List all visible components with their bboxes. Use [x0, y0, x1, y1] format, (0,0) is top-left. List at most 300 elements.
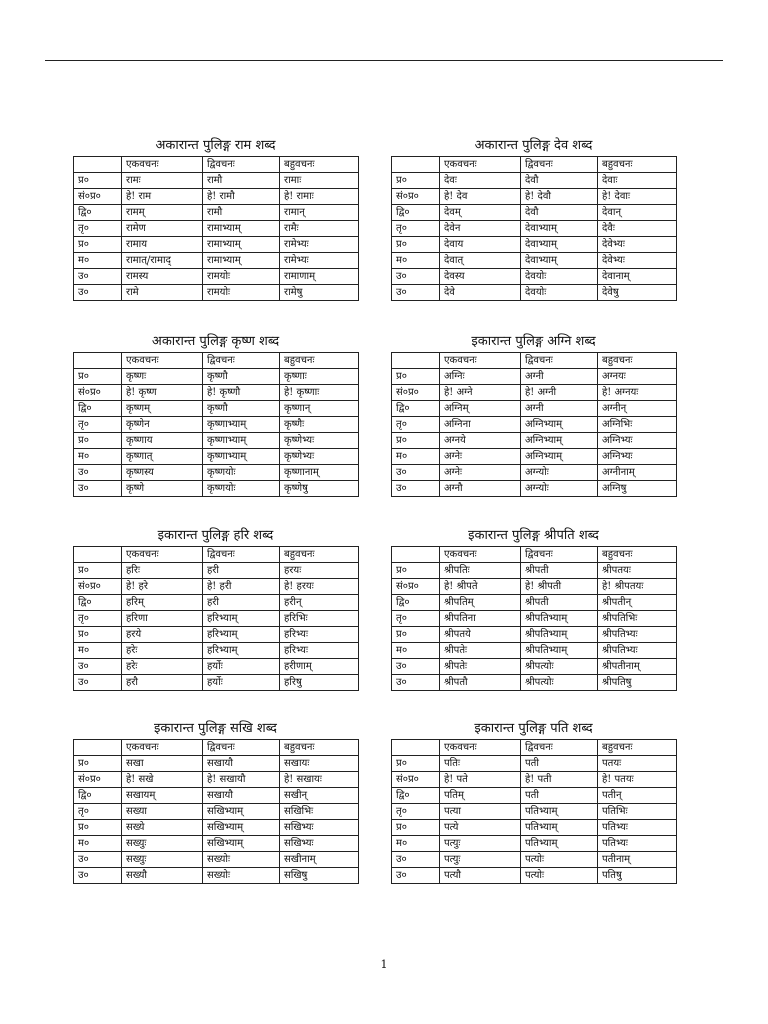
form-cell: सखिभ्याम्: [203, 836, 280, 852]
declension-title: अकारान्त पुलिङ्ग कृष्ण शब्द: [151, 334, 280, 349]
declension-block: [391, 721, 676, 884]
form-cell: हे! श्रीपतयः: [598, 579, 677, 595]
form-cell: श्रीपतीन्: [598, 595, 677, 611]
form-cell: देवम्: [440, 205, 521, 221]
table-row: [392, 595, 677, 611]
case-label: उ०: [392, 269, 440, 285]
form-cell: हरिषु: [280, 675, 359, 691]
form-cell: पतिभ्याम्: [521, 804, 598, 820]
form-cell: कृष्णस्य: [122, 465, 203, 481]
table-row: [392, 417, 677, 433]
form-cell: कृष्णयोः: [203, 481, 280, 497]
top-rule: [45, 60, 723, 61]
form-cell: हे! पते: [440, 772, 521, 788]
case-label: उ०: [392, 675, 440, 691]
form-cell: देवौ: [521, 173, 598, 189]
form-cell: कृष्णे: [122, 481, 203, 497]
form-cell: श्रीपतिम्: [440, 595, 521, 611]
form-cell: रामः: [122, 173, 203, 189]
case-label: उ०: [74, 481, 122, 497]
form-cell: पत्योः: [521, 868, 598, 884]
form-cell: कृष्णेभ्यः: [280, 433, 359, 449]
form-cell: पतिभ्याम्: [521, 836, 598, 852]
form-cell: हे! हरयः: [280, 579, 359, 595]
form-cell: देवानाम्: [598, 269, 677, 285]
form-cell: हरिभ्याम्: [203, 611, 280, 627]
case-label: द्वि०: [392, 401, 440, 417]
table-row: [74, 269, 359, 285]
case-label: प्र०: [74, 369, 122, 385]
header-row: [392, 157, 677, 173]
form-cell: हे! सखे: [122, 772, 203, 788]
form-cell: हे! देवौ: [521, 189, 598, 205]
declension-table: [391, 739, 677, 884]
form-cell: कृष्णेन: [122, 417, 203, 433]
case-label: उ०: [392, 659, 440, 675]
table-row: [392, 643, 677, 659]
case-label: प्र०: [392, 237, 440, 253]
table-row: [392, 385, 677, 401]
form-cell: श्रीपतेः: [440, 659, 521, 675]
form-cell: रामाः: [280, 173, 359, 189]
form-cell: श्रीपतौ: [440, 675, 521, 691]
table-row: [392, 449, 677, 465]
table-row: [74, 627, 359, 643]
case-label: उ०: [392, 285, 440, 301]
form-cell: पत्या: [440, 804, 521, 820]
page-number: 1: [380, 958, 388, 971]
table-row: [74, 659, 359, 675]
table-row: [74, 772, 359, 788]
form-cell: देवैः: [598, 221, 677, 237]
declension-table: [73, 739, 359, 884]
table-row: [392, 253, 677, 269]
case-label: प्र०: [392, 433, 440, 449]
form-cell: अग्निभिः: [598, 417, 677, 433]
form-cell: श्रीपतेः: [440, 643, 521, 659]
case-label: म०: [74, 449, 122, 465]
form-cell: देवेभ्यः: [598, 253, 677, 269]
form-cell: देवाभ्याम्: [521, 237, 598, 253]
column-header: [392, 547, 440, 563]
form-cell: श्रीपतयः: [598, 563, 677, 579]
case-label: द्वि०: [74, 595, 122, 611]
table-row: [74, 675, 359, 691]
column-header: द्विवचनः: [521, 353, 598, 369]
case-label: तृ०: [392, 804, 440, 820]
form-cell: पत्युः: [440, 852, 521, 868]
case-label: द्वि०: [392, 205, 440, 221]
case-label: उ०: [392, 465, 440, 481]
case-label: सं०प्र०: [392, 579, 440, 595]
form-cell: पत्यौ: [440, 868, 521, 884]
form-cell: हे! श्रीपती: [521, 579, 598, 595]
form-cell: श्रीपतिः: [440, 563, 521, 579]
table-row: [74, 481, 359, 497]
form-cell: रामौ: [203, 173, 280, 189]
column-header: एकवचनः: [122, 353, 203, 369]
form-cell: हर्योः: [203, 659, 280, 675]
form-cell: देवयोः: [521, 269, 598, 285]
form-cell: कृष्णौ: [203, 369, 280, 385]
form-cell: अग्नी: [521, 369, 598, 385]
form-cell: हरिम्: [122, 595, 203, 611]
form-cell: श्रीपती: [521, 563, 598, 579]
form-cell: पत्ये: [440, 820, 521, 836]
form-cell: श्रीपती: [521, 595, 598, 611]
table-row: [392, 611, 677, 627]
declension-table: [73, 546, 359, 691]
case-label: उ०: [392, 852, 440, 868]
case-label: म०: [74, 643, 122, 659]
case-label: म०: [392, 643, 440, 659]
case-label: प्र०: [74, 433, 122, 449]
table-row: [74, 643, 359, 659]
form-cell: हरिः: [122, 563, 203, 579]
case-label: म०: [74, 836, 122, 852]
table-row: [392, 820, 677, 836]
form-cell: हरेः: [122, 643, 203, 659]
case-label: तृ०: [74, 804, 122, 820]
header-row: [392, 547, 677, 563]
form-cell: अग्न्योः: [521, 481, 598, 497]
header-row: [392, 353, 677, 369]
case-label: सं०प्र०: [74, 772, 122, 788]
table-row: [392, 481, 677, 497]
form-cell: रामाभ्याम्: [203, 237, 280, 253]
form-cell: पती: [521, 788, 598, 804]
declension-table: [73, 352, 359, 497]
column-header: बहुवचनः: [598, 157, 677, 173]
column-header: एकवचनः: [122, 740, 203, 756]
form-cell: कृष्णाभ्याम्: [203, 449, 280, 465]
form-cell: सख्या: [122, 804, 203, 820]
form-cell: पती: [521, 756, 598, 772]
form-cell: पतिः: [440, 756, 521, 772]
form-cell: अग्निभ्याम्: [521, 449, 598, 465]
column-header: द्विवचनः: [521, 547, 598, 563]
table-row: [74, 417, 359, 433]
form-cell: श्रीपतिभ्याम्: [521, 627, 598, 643]
case-label: प्र०: [74, 756, 122, 772]
table-row: [392, 868, 677, 884]
form-cell: सख्युः: [122, 836, 203, 852]
table-row: [392, 836, 677, 852]
form-cell: अग्निम्: [440, 401, 521, 417]
form-cell: कृष्णौ: [203, 401, 280, 417]
column-header: एकवचनः: [440, 353, 521, 369]
form-cell: सखायौ: [203, 756, 280, 772]
declension-title: इकारान्त पुलिङ्ग हरि शब्द: [157, 528, 274, 543]
declension-table: [391, 546, 677, 691]
form-cell: हरेः: [122, 659, 203, 675]
table-row: [392, 465, 677, 481]
column-header: [392, 353, 440, 369]
table-row: [392, 433, 677, 449]
column-header: द्विवचनः: [521, 157, 598, 173]
form-cell: श्रीपतिभिः: [598, 611, 677, 627]
form-cell: हरिभिः: [280, 611, 359, 627]
form-cell: श्रीपतिभ्याम्: [521, 643, 598, 659]
form-cell: देवान्: [598, 205, 677, 221]
table-row: [392, 579, 677, 595]
column-header: बहुवचनः: [280, 353, 359, 369]
form-cell: हे! पती: [521, 772, 598, 788]
form-cell: कृष्णाभ्याम्: [203, 433, 280, 449]
table-row: [392, 221, 677, 237]
form-cell: हे! सखायः: [280, 772, 359, 788]
table-row: [392, 237, 677, 253]
table-row: [74, 237, 359, 253]
case-label: प्र०: [392, 369, 440, 385]
table-row: [74, 221, 359, 237]
form-cell: रामान्: [280, 205, 359, 221]
case-label: द्वि०: [392, 595, 440, 611]
form-cell: कृष्णेभ्यः: [280, 449, 359, 465]
form-cell: श्रीपतिभ्यः: [598, 643, 677, 659]
column-header: एकवचनः: [122, 547, 203, 563]
form-cell: कृष्णान्: [280, 401, 359, 417]
form-cell: हे! अग्नयः: [598, 385, 677, 401]
table-row: [74, 788, 359, 804]
form-cell: कृष्णैः: [280, 417, 359, 433]
column-header: [74, 740, 122, 756]
case-label: प्र०: [392, 563, 440, 579]
form-cell: कृष्णात्: [122, 449, 203, 465]
form-cell: अग्न्योः: [521, 465, 598, 481]
declension-block: [73, 528, 358, 691]
form-cell: देवेषु: [598, 285, 677, 301]
form-cell: कृष्णाः: [280, 369, 359, 385]
form-cell: देवे: [440, 285, 521, 301]
form-cell: सखिभ्यः: [280, 836, 359, 852]
column-header: बहुवचनः: [280, 547, 359, 563]
form-cell: हे! रामौ: [203, 189, 280, 205]
case-label: द्वि०: [74, 788, 122, 804]
table-row: [74, 465, 359, 481]
table-row: [392, 285, 677, 301]
declension-block: [391, 528, 676, 691]
table-row: [392, 804, 677, 820]
form-cell: हरी: [203, 563, 280, 579]
case-label: सं०प्र०: [74, 385, 122, 401]
declension-block: [391, 138, 676, 301]
case-label: सं०प्र०: [392, 385, 440, 401]
form-cell: रामे: [122, 285, 203, 301]
form-cell: रामम्: [122, 205, 203, 221]
form-cell: सख्योः: [203, 852, 280, 868]
table-row: [392, 173, 677, 189]
form-cell: सखायौ: [203, 788, 280, 804]
table-row: [74, 401, 359, 417]
form-cell: हरयः: [280, 563, 359, 579]
form-cell: सखिभिः: [280, 804, 359, 820]
form-cell: कृष्णाय: [122, 433, 203, 449]
form-cell: सखायम्: [122, 788, 203, 804]
form-cell: अग्निषु: [598, 481, 677, 497]
form-cell: सख्यौ: [122, 868, 203, 884]
table-row: [392, 675, 677, 691]
case-label: उ०: [74, 465, 122, 481]
form-cell: हर्योः: [203, 675, 280, 691]
table-row: [392, 369, 677, 385]
form-cell: हरिभ्याम्: [203, 643, 280, 659]
form-cell: देवाभ्याम्: [521, 221, 598, 237]
declension-title: इकारान्त पुलिङ्ग श्रीपति शब्द: [468, 528, 599, 543]
form-cell: हे! हरी: [203, 579, 280, 595]
table-row: [74, 852, 359, 868]
case-label: तृ०: [392, 611, 440, 627]
case-label: म०: [392, 836, 440, 852]
form-cell: श्रीपतिभ्यः: [598, 627, 677, 643]
declension-title: इकारान्त पुलिङ्ग सखि शब्द: [154, 721, 277, 736]
form-cell: रामात्/रामाद्: [122, 253, 203, 269]
case-label: सं०प्र०: [392, 189, 440, 205]
form-cell: हरिभ्यः: [280, 643, 359, 659]
table-row: [74, 579, 359, 595]
form-cell: हे! पतयः: [598, 772, 677, 788]
column-header: द्विवचनः: [521, 740, 598, 756]
table-row: [74, 868, 359, 884]
form-cell: श्रीपत्योः: [521, 659, 598, 675]
column-header: एकवचनः: [122, 157, 203, 173]
form-cell: अग्नये: [440, 433, 521, 449]
form-cell: सखा: [122, 756, 203, 772]
header-row: [74, 353, 359, 369]
form-cell: रामस्य: [122, 269, 203, 285]
form-cell: हे! कृष्णौ: [203, 385, 280, 401]
form-cell: हरीन्: [280, 595, 359, 611]
column-header: द्विवचनः: [203, 353, 280, 369]
form-cell: देवेन: [440, 221, 521, 237]
table-row: [392, 659, 677, 675]
table-row: [74, 563, 359, 579]
declension-block: [73, 721, 358, 884]
form-cell: पतयः: [598, 756, 677, 772]
column-header: बहुवचनः: [598, 547, 677, 563]
table-row: [392, 772, 677, 788]
form-cell: अग्नी: [521, 401, 598, 417]
table-row: [392, 205, 677, 221]
table-row: [392, 563, 677, 579]
form-cell: रामाभ्याम्: [203, 221, 280, 237]
case-label: उ०: [74, 285, 122, 301]
form-cell: हरिभ्याम्: [203, 627, 280, 643]
form-cell: पतीन्: [598, 788, 677, 804]
declension-table: [391, 352, 677, 497]
table-row: [74, 173, 359, 189]
form-cell: श्रीपतीनाम्: [598, 659, 677, 675]
form-cell: सखिभ्याम्: [203, 804, 280, 820]
form-cell: अग्निभ्यः: [598, 449, 677, 465]
form-cell: सखीनाम्: [280, 852, 359, 868]
table-row: [392, 269, 677, 285]
form-cell: सखिभ्याम्: [203, 820, 280, 836]
table-row: [392, 852, 677, 868]
case-label: तृ०: [74, 221, 122, 237]
column-header: [74, 547, 122, 563]
form-cell: देवाभ्याम्: [521, 253, 598, 269]
form-cell: हे! देवाः: [598, 189, 677, 205]
form-cell: सख्योः: [203, 868, 280, 884]
form-cell: रामयोः: [203, 269, 280, 285]
form-cell: हे! कृष्ण: [122, 385, 203, 401]
form-cell: पतिभिः: [598, 804, 677, 820]
header-row: [392, 740, 677, 756]
case-label: प्र०: [392, 173, 440, 189]
form-cell: हे! अग्ने: [440, 385, 521, 401]
column-header: एकवचनः: [440, 740, 521, 756]
form-cell: रामेभ्यः: [280, 237, 359, 253]
form-cell: अग्नयः: [598, 369, 677, 385]
case-label: म०: [392, 449, 440, 465]
column-header: द्विवचनः: [203, 157, 280, 173]
declension-title: इकारान्त पुलिङ्ग अग्नि शब्द: [471, 334, 596, 349]
form-cell: हे! श्रीपते: [440, 579, 521, 595]
form-cell: देवेभ्यः: [598, 237, 677, 253]
form-cell: हे! हरे: [122, 579, 203, 595]
form-cell: अग्निः: [440, 369, 521, 385]
form-cell: श्रीपतिना: [440, 611, 521, 627]
form-cell: पत्योः: [521, 852, 598, 868]
table-row: [74, 285, 359, 301]
form-cell: अग्नेः: [440, 449, 521, 465]
case-label: प्र०: [74, 563, 122, 579]
form-cell: पतिभ्याम्: [521, 820, 598, 836]
form-cell: हरौ: [122, 675, 203, 691]
form-cell: देवाः: [598, 173, 677, 189]
case-label: सं०प्र०: [74, 189, 122, 205]
form-cell: हरये: [122, 627, 203, 643]
form-cell: पतिभ्यः: [598, 820, 677, 836]
form-cell: देवयोः: [521, 285, 598, 301]
table-row: [74, 433, 359, 449]
form-cell: रामेषु: [280, 285, 359, 301]
column-header: बहुवचनः: [598, 353, 677, 369]
declension-title: अकारान्त पुलिङ्ग राम शब्द: [155, 138, 276, 153]
form-cell: देवस्य: [440, 269, 521, 285]
form-cell: पतिभ्यः: [598, 836, 677, 852]
header-row: [74, 547, 359, 563]
table-row: [74, 756, 359, 772]
form-cell: सखिभ्यः: [280, 820, 359, 836]
form-cell: सखिषु: [280, 868, 359, 884]
form-cell: हरिभ्यः: [280, 627, 359, 643]
case-label: प्र०: [74, 820, 122, 836]
column-header: बहुवचनः: [280, 157, 359, 173]
table-row: [392, 401, 677, 417]
declension-table: [391, 156, 677, 301]
table-row: [74, 449, 359, 465]
form-cell: पतिषु: [598, 868, 677, 884]
form-cell: हे! कृष्णाः: [280, 385, 359, 401]
column-header: द्विवचनः: [203, 740, 280, 756]
declension-table: [73, 156, 359, 301]
column-header: एकवचनः: [440, 547, 521, 563]
declension-block: [391, 334, 676, 497]
column-header: बहुवचनः: [280, 740, 359, 756]
column-header: [74, 157, 122, 173]
table-row: [392, 627, 677, 643]
table-row: [74, 385, 359, 401]
form-cell: रामैः: [280, 221, 359, 237]
form-cell: अग्नीन्: [598, 401, 677, 417]
form-cell: कृष्णानाम्: [280, 465, 359, 481]
form-cell: रामेण: [122, 221, 203, 237]
form-cell: कृष्णयोः: [203, 465, 280, 481]
case-label: उ०: [74, 852, 122, 868]
form-cell: कृष्णाभ्याम्: [203, 417, 280, 433]
